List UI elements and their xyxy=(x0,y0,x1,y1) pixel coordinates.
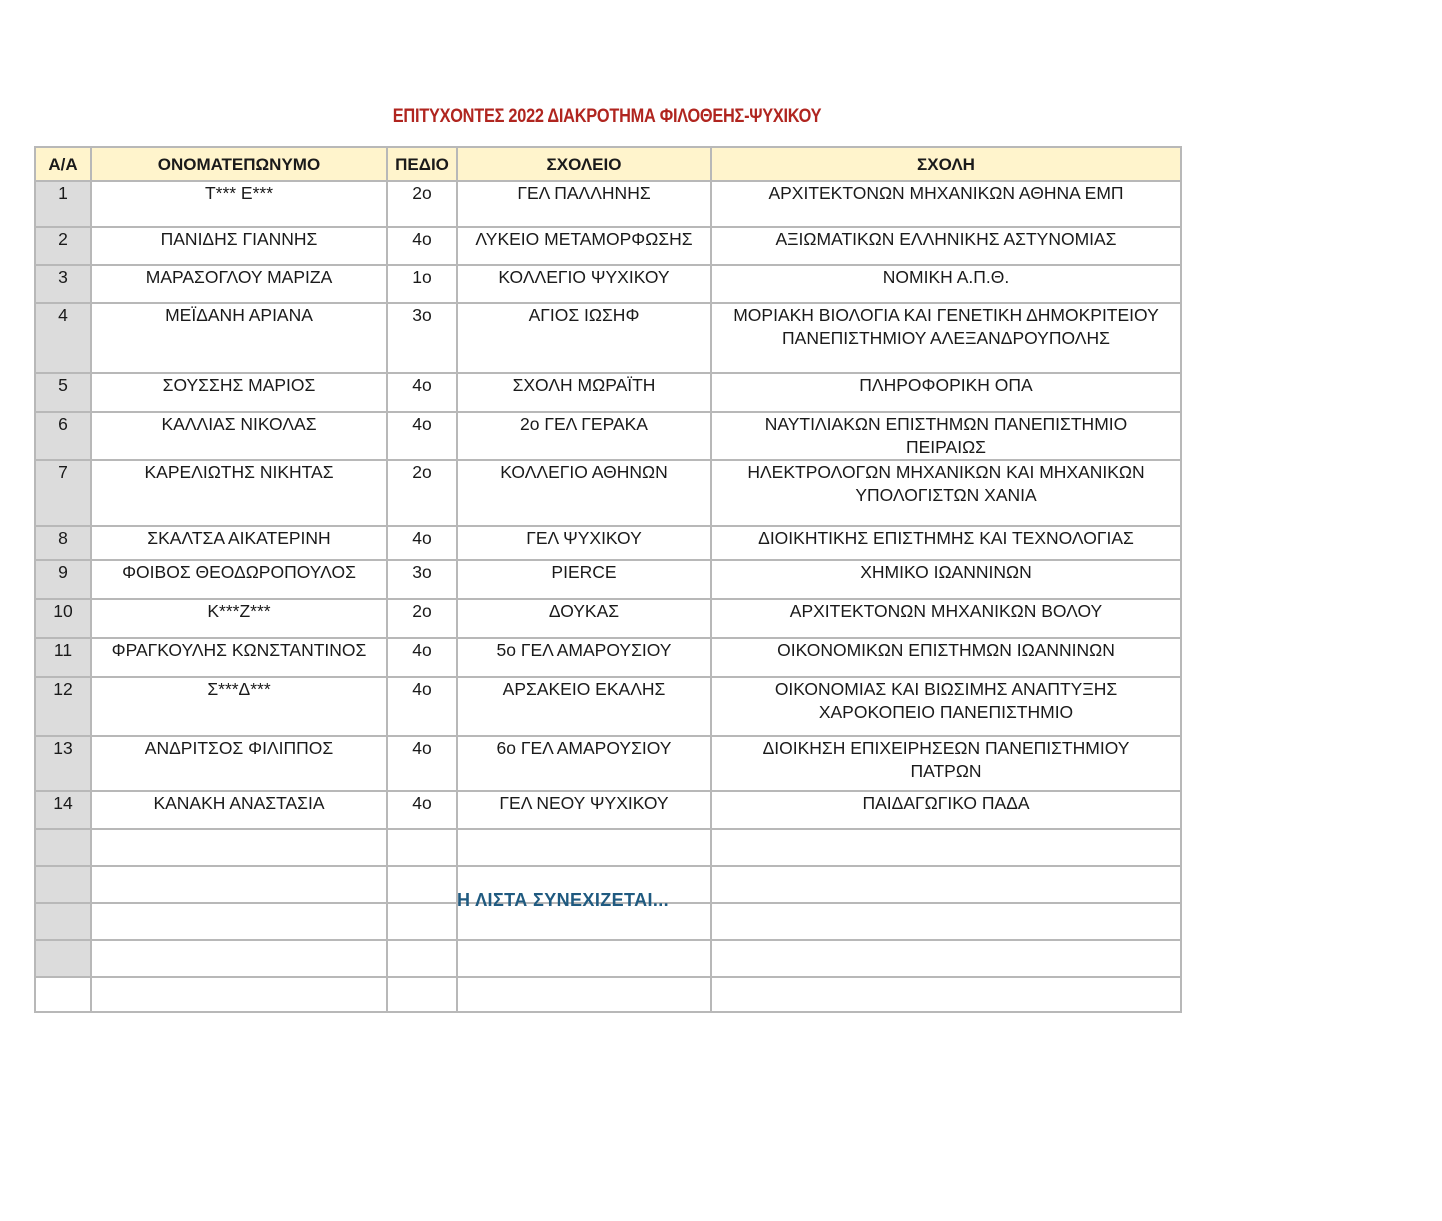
faculty-line: ΗΛΕΚΤΡΟΛΟΓΩΝ ΜΗΧΑΝΙΚΩΝ ΚΑΙ ΜΗΧΑΝΙΚΩΝ xyxy=(747,462,1145,482)
aa-cell: 14 xyxy=(35,791,91,829)
aa-cell: 3 xyxy=(35,265,91,303)
school-cell: ΔΟΥΚΑΣ xyxy=(457,599,711,638)
school-cell: ΚΟΛΛΕΓΙΟ ΨΥΧΙΚΟΥ xyxy=(457,265,711,303)
field-cell xyxy=(387,940,457,977)
aa-cell xyxy=(35,866,91,903)
aa-cell: 10 xyxy=(35,599,91,638)
page-title: ΕΠΙΤΥΧΟΝΤΕΣ 2022 ΔΙΑΚΡΟΤΗΜΑ ΦΙΛΟΘΕΗΣ-ΨΥΧΙΚΟΥ xyxy=(392,106,822,127)
school-cell: ΑΡΣΑΚΕΙΟ ΕΚΑΛΗΣ xyxy=(457,677,711,736)
faculty-cell xyxy=(711,977,1181,1012)
aa-cell xyxy=(35,940,91,977)
school-cell: ΚΟΛΛΕΓΙΟ ΑΘΗΝΩΝ xyxy=(457,460,711,526)
school-cell xyxy=(457,829,711,866)
field-cell: 4ο xyxy=(387,526,457,560)
field-cell: 4ο xyxy=(387,677,457,736)
faculty-cell: ΝΟΜΙΚΗ Α.Π.Θ. xyxy=(711,265,1181,303)
table-row xyxy=(35,227,1181,265)
faculty-cell: ΟΙΚΟΝΟΜΙΚΩΝ ΕΠΙΣΤΗΜΩΝ ΙΩΑΝΝΙΝΩΝ xyxy=(711,638,1181,677)
table-row xyxy=(35,303,1181,373)
faculty-cell: ΧΗΜΙΚΟ ΙΩΑΝΝΙΝΩΝ xyxy=(711,560,1181,599)
aa-cell: 11 xyxy=(35,638,91,677)
table-row xyxy=(35,526,1181,560)
table-row xyxy=(35,412,1181,460)
name-cell: ΚΑΛΛΙΑΣ ΝΙΚΟΛΑΣ xyxy=(91,412,387,460)
results-table xyxy=(34,146,1182,1013)
school-cell xyxy=(457,977,711,1012)
faculty-cell: ΠΛΗΡΟΦΟΡΙΚΗ ΟΠΑ xyxy=(711,373,1181,412)
continuation-note: Η ΛΙΣΤΑ ΣΥΝΕΧΙΖΕΤΑΙ... xyxy=(457,890,670,910)
faculty-line: ΝΑΥΤΙΛΙΑΚΩΝ ΕΠΙΣΤΗΜΩΝ ΠΑΝΕΠΙΣΤΗΜΙΟ xyxy=(764,414,1128,434)
faculty-cell: ΑΡΧΙΤΕΚΤΟΝΩΝ ΜΗΧΑΝΙΚΩΝ ΑΘΗΝΑ ΕΜΠ xyxy=(711,181,1181,227)
header-faculty: ΣΧΟΛΗ xyxy=(711,147,1181,181)
table-row xyxy=(35,373,1181,412)
school-cell: 2ο ΓΕΛ ΓΕΡΑΚΑ xyxy=(457,412,711,460)
header-school: ΣΧΟΛΕΙΟ xyxy=(457,147,711,181)
aa-cell: 9 xyxy=(35,560,91,599)
aa-cell: 2 xyxy=(35,227,91,265)
table-row xyxy=(35,677,1181,736)
aa-cell: 8 xyxy=(35,526,91,560)
school-cell: ΑΓΙΟΣ ΙΩΣΗΦ xyxy=(457,303,711,373)
table-row xyxy=(35,736,1181,791)
faculty-cell: ΑΞΙΩΜΑΤΙΚΩΝ ΕΛΛΗΝΙΚΗΣ ΑΣΤΥΝΟΜΙΑΣ xyxy=(711,227,1181,265)
name-cell: ΣΚΑΛΤΣΑ ΑΙΚΑΤΕΡΙΝΗ xyxy=(91,526,387,560)
faculty-cell xyxy=(711,460,1181,526)
field-cell: 4ο xyxy=(387,791,457,829)
faculty-cell xyxy=(711,866,1181,903)
faculty-cell xyxy=(711,412,1181,460)
header-row xyxy=(35,147,1181,181)
aa-cell: 6 xyxy=(35,412,91,460)
faculty-cell xyxy=(711,303,1181,373)
school-cell: ΓΕΛ ΨΥΧΙΚΟΥ xyxy=(457,526,711,560)
faculty-line: ΜΟΡΙΑΚΗ ΒΙΟΛΟΓΙΑ ΚΑΙ ΓΕΝΕΤΙΚΗ ΔΗΜΟΚΡΙΤΕΙΟΥ xyxy=(733,305,1159,325)
table-row xyxy=(35,638,1181,677)
faculty-cell: ΔΙΟΙΚΗΤΙΚΗΣ ΕΠΙΣΤΗΜΗΣ ΚΑΙ ΤΕΧΝΟΛΟΓΙΑΣ xyxy=(711,526,1181,560)
name-cell xyxy=(91,977,387,1012)
faculty-line: ΟΙΚΟΝΟΜΙΑΣ ΚΑΙ ΒΙΩΣΙΜΗΣ ΑΝΑΠΤΥΞΗΣ xyxy=(774,679,1118,699)
school-cell xyxy=(457,940,711,977)
aa-cell: 13 xyxy=(35,736,91,791)
faculty-line: ΠΕΙΡΑΙΩΣ xyxy=(906,437,986,457)
faculty-cell xyxy=(711,736,1181,791)
table-row xyxy=(35,791,1181,829)
faculty-line: ΧΑΡΟΚΟΠΕΙΟ ΠΑΝΕΠΙΣΤΗΜΙΟ xyxy=(818,702,1074,722)
aa-cell xyxy=(35,829,91,866)
name-cell: Κ***Ζ*** xyxy=(91,599,387,638)
table-row xyxy=(35,265,1181,303)
table-row xyxy=(35,599,1181,638)
faculty-cell xyxy=(711,677,1181,736)
table-row xyxy=(35,181,1181,227)
name-cell xyxy=(91,903,387,940)
name-cell: ΠΑΝΙΔΗΣ ΓΙΑΝΝΗΣ xyxy=(91,227,387,265)
field-cell xyxy=(387,903,457,940)
school-cell: ΓΕΛ ΝΕΟΥ ΨΥΧΙΚΟΥ xyxy=(457,791,711,829)
aa-cell xyxy=(35,977,91,1012)
aa-cell xyxy=(35,903,91,940)
school-cell: 6ο ΓΕΛ ΑΜΑΡΟΥΣΙΟΥ xyxy=(457,736,711,791)
field-cell: 1ο xyxy=(387,265,457,303)
empty-row xyxy=(35,940,1181,977)
faculty-cell xyxy=(711,903,1181,940)
faculty-cell xyxy=(711,940,1181,977)
school-cell: ΓΕΛ ΠΑΛΛΗΝΗΣ xyxy=(457,181,711,227)
school-cell: 5ο ΓΕΛ ΑΜΑΡΟΥΣΙΟΥ xyxy=(457,638,711,677)
field-cell: 2ο xyxy=(387,460,457,526)
field-cell: 4ο xyxy=(387,227,457,265)
table-row xyxy=(35,460,1181,526)
aa-cell: 7 xyxy=(35,460,91,526)
field-cell xyxy=(387,977,457,1012)
name-cell: Σ***Δ*** xyxy=(91,677,387,736)
school-cell: ΣΧΟΛΗ ΜΩΡΑΪΤΗ xyxy=(457,373,711,412)
field-cell xyxy=(387,866,457,903)
faculty-line: ΔΙΟΙΚΗΣΗ ΕΠΙΧΕΙΡΗΣΕΩΝ ΠΑΝΕΠΙΣΤΗΜΙΟΥ xyxy=(762,738,1130,758)
name-cell: ΑΝΔΡΙΤΣΟΣ ΦΙΛΙΠΠΟΣ xyxy=(91,736,387,791)
aa-cell: 12 xyxy=(35,677,91,736)
field-cell: 4ο xyxy=(387,638,457,677)
school-cell: PIERCE xyxy=(457,560,711,599)
header-field: ΠΕΔΙΟ xyxy=(387,147,457,181)
empty-row xyxy=(35,829,1181,866)
name-cell: ΜΑΡΑΣΟΓΛΟΥ ΜΑΡΙΖΑ xyxy=(91,265,387,303)
table-row xyxy=(35,560,1181,599)
school-cell: ΛΥΚΕΙΟ ΜΕΤΑΜΟΡΦΩΣΗΣ xyxy=(457,227,711,265)
field-cell: 3ο xyxy=(387,560,457,599)
name-cell: ΦΟΙΒΟΣ ΘΕΟΔΩΡΟΠΟΥΛΟΣ xyxy=(91,560,387,599)
name-cell xyxy=(91,940,387,977)
aa-cell: 4 xyxy=(35,303,91,373)
field-cell xyxy=(387,829,457,866)
faculty-line: ΥΠΟΛΟΓΙΣΤΩΝ ΧΑΝΙΑ xyxy=(855,485,1037,505)
header-aa: Α/Α xyxy=(35,147,91,181)
aa-cell: 1 xyxy=(35,181,91,227)
field-cell: 2ο xyxy=(387,181,457,227)
field-cell: 4ο xyxy=(387,412,457,460)
empty-row xyxy=(35,977,1181,1012)
name-cell: ΦΡΑΓΚΟΥΛΗΣ ΚΩΝΣΤΑΝΤΙΝΟΣ xyxy=(91,638,387,677)
name-cell: Τ*** Ε*** xyxy=(91,181,387,227)
header-name: ΟΝΟΜΑΤΕΠΩΝΥΜΟ xyxy=(91,147,387,181)
name-cell: ΚΑΡΕΛΙΩΤΗΣ ΝΙΚΗΤΑΣ xyxy=(91,460,387,526)
faculty-cell: ΑΡΧΙΤΕΚΤΟΝΩΝ ΜΗΧΑΝΙΚΩΝ ΒΟΛΟΥ xyxy=(711,599,1181,638)
faculty-line: ΠΑΤΡΩΝ xyxy=(910,761,982,781)
field-cell: 4ο xyxy=(387,373,457,412)
field-cell: 4ο xyxy=(387,736,457,791)
faculty-line: ΠΑΝΕΠΙΣΤΗΜΙΟΥ ΑΛΕΞΑΝΔΡΟΥΠΟΛΗΣ xyxy=(782,328,1110,348)
name-cell: ΣΟΥΣΣΗΣ ΜΑΡΙΟΣ xyxy=(91,373,387,412)
faculty-cell: ΠΑΙΔΑΓΩΓΙΚΟ ΠΑΔΑ xyxy=(711,791,1181,829)
faculty-cell xyxy=(711,829,1181,866)
name-cell xyxy=(91,866,387,903)
field-cell: 2ο xyxy=(387,599,457,638)
aa-cell: 5 xyxy=(35,373,91,412)
name-cell: ΜΕΪΔΑΝΗ ΑΡΙΑΝΑ xyxy=(91,303,387,373)
name-cell: ΚΑΝΑΚΗ ΑΝΑΣΤΑΣΙΑ xyxy=(91,791,387,829)
field-cell: 3ο xyxy=(387,303,457,373)
name-cell xyxy=(91,829,387,866)
